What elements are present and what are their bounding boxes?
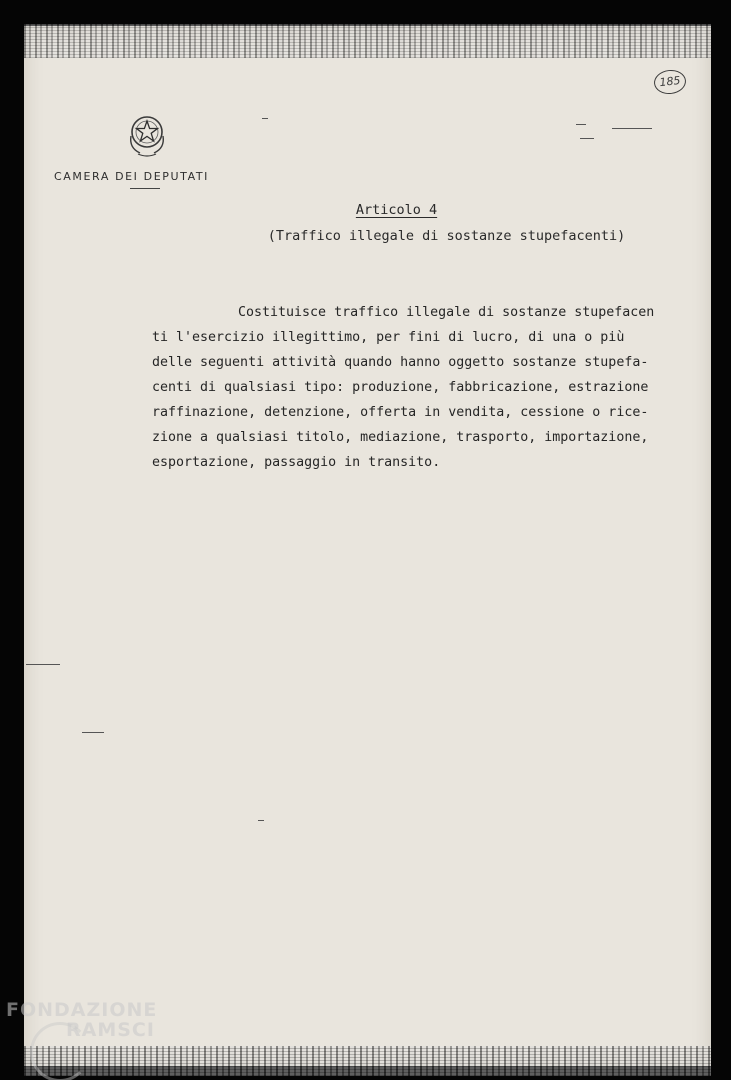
scan-mark bbox=[82, 732, 104, 733]
body-line: zione a qualsiasi titolo, mediazione, trasporto, importazione, bbox=[152, 430, 649, 445]
institution-underline bbox=[130, 188, 160, 189]
watermark-line-2: RAMSCI bbox=[66, 1019, 155, 1041]
scan-mark bbox=[258, 820, 264, 821]
scan-mark bbox=[26, 664, 60, 665]
article-title-row bbox=[0, 202, 731, 218]
watermark-line-1: FONDAZIONE bbox=[6, 999, 158, 1021]
page-number-stamp: 185 bbox=[653, 68, 687, 95]
body-line: raffinazione, detenzione, offerta in vendita, cessione o rice- bbox=[152, 405, 649, 420]
scan-edge-top bbox=[24, 24, 711, 58]
italian-republic-emblem-icon bbox=[126, 112, 168, 158]
body-line: ti l'esercizio illegittimo, per fini di lucro, di una o più bbox=[152, 330, 625, 345]
institution-name: CAMERA DEI DEPUTATI bbox=[54, 170, 210, 183]
scan-mark bbox=[612, 128, 652, 129]
body-line: centi di qualsiasi tipo: produzione, fabbricazione, estrazione bbox=[152, 380, 649, 395]
body-line: esportazione, passaggio in transito. bbox=[152, 455, 441, 470]
foundation-watermark bbox=[6, 1000, 157, 1040]
article-subtitle-row bbox=[0, 228, 731, 244]
scan-mark bbox=[580, 138, 594, 139]
body-line: Costituisce traffico illegale di sostanze stupefacen bbox=[238, 305, 655, 320]
scan-edge-bottom bbox=[24, 1046, 711, 1076]
scan-mark bbox=[576, 124, 586, 125]
body-line: delle seguenti attività quando hanno oggetto sostanze stupefa- bbox=[152, 355, 649, 370]
article-title: Articolo 4 bbox=[355, 202, 438, 218]
article-subtitle: (Traffico illegale di sostanze stupefacenti) bbox=[267, 228, 626, 244]
article-body bbox=[152, 300, 697, 475]
scan-mark bbox=[262, 118, 268, 119]
